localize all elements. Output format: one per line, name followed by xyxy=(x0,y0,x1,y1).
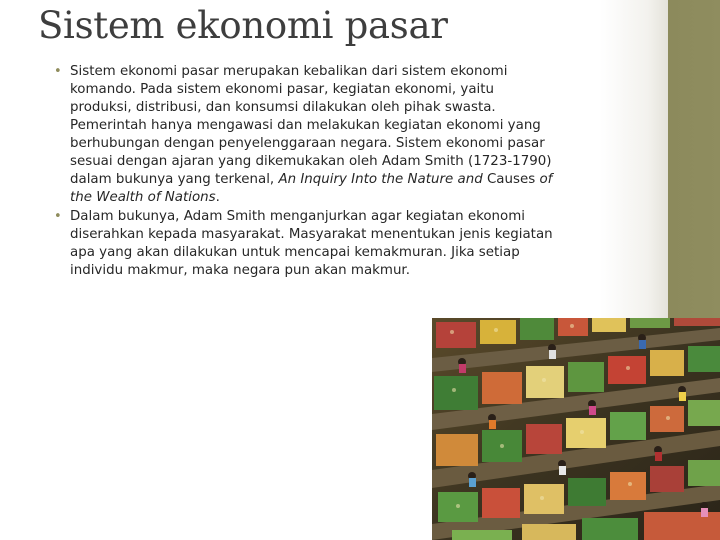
bullet-icon: • xyxy=(54,209,62,224)
bullet-text-end: . xyxy=(215,190,220,205)
book-title-part: of the Wealth of Nations xyxy=(70,172,553,205)
book-title-part: Causes xyxy=(482,172,540,187)
book-title-part: An Inquiry Into the Nature and xyxy=(278,172,483,187)
slide-title: Sistem ekonomi pasar xyxy=(38,4,448,47)
bullet-text: Sistem ekonomi pasar merupakan kebalikan dari sistem ekonomi komando. Pada sistem ekonomi pasar, kegiatan ekonomi, yaitu produksi, distribusi, dan konsumsi dilakukan oleh pihak swasta. Pemerintah hanya mengawasi dan melakukan kegiatan ekonomi yang berhubungan dengan penyelenggaraan negara. Sistem ekonomi pasar sesuai dengan ajaran yang dikemukakan oleh Adam Smith (1723-1790) dalam bukunya yang terkenal, xyxy=(70,64,552,187)
bullet-item xyxy=(54,63,554,207)
market-photo xyxy=(432,318,720,540)
bullet-icon: • xyxy=(54,64,62,79)
bullet-item xyxy=(54,208,554,280)
bullet-text: Dalam bukunya, Adam Smith menganjurkan agar kegiatan ekonomi diserahkan kepada masyarakat. Masyarakat menentukan jenis kegiatan apa yang akan dilakukan untuk mencapai kemakmuran. Jika setiap individu makmur, maka negara pun akan makmur. xyxy=(70,209,553,278)
bullet-list xyxy=(54,63,554,281)
